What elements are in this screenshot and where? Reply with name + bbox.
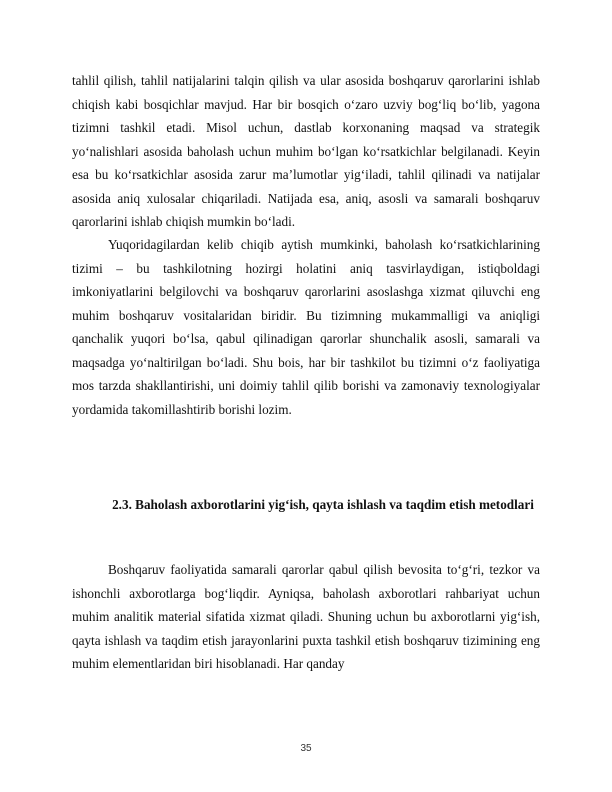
paragraph-text: Boshqaruv faoliyatida samarali qarorlar qabul qilish bevosita to‘g‘ri, tezkor va ishonchli axborotlarga bog‘liqdir. Ayniqsa, baholash axborotlari rahbariyat uchun muhim analitik material sifatida xizmat qiladi. Shuning uchun bu axborotlarni yig‘ish, qayta ishlash va taqdim etish jarayonlarini puxta tashkil etish boshqaruv tizimining eng muhim elementlaridan biri hisoblanadi. Har qanday [72,562,540,671]
section-heading: 2.3. Baholash axborotlarini yig‘ish, qayta ishlash va taqdim etish metodlari [112,497,534,512]
paragraph-text: tahlil qilish, tahlil natijalarini talqin qilish va ular asosida boshqaruv qarorlarini ishlab chiqish kabi bosqichlar mavjud. Har bir bosqich o‘zaro uzviy bog‘liq bo‘lib, yagona tizimni tashkil etadi. Misol uchun, dastlab korxonaning maqsad va strategik yo‘nalishlari asosida baholash uchun muhim bo‘lgan ko‘rsatkichlar belgilanadi. Keyin esa bu ko‘rsatkichlar asosida zarur ma’lumotlar yig‘iladi, tahlil qilinadi va natijalar asosida aniq xulosalar chiqariladi. Natijada esa, aniq, asosli va samarali boshqaruv qarorlarini ishlab chiqish mumkin bo‘ladi. [72,73,540,229]
body-paragraph-1 [72,69,540,234]
body-paragraph-2 [72,233,540,421]
paragraph-text: Yuqoridagilardan kelib chiqib aytish mumkinki, baholash ko‘rsatkichlarining tizimi – bu tashkilotning hozirgi holatini aniq tasvirlaydigan, istiqboldagi imkoniyatlarini belgilovchi va boshqaruv qarorlarini asoslashga xizmat qiluvchi eng muhim boshqaruv vositalaridan biridir. Bu tizimning mukammalligi va aniqligi qanchalik yuqori bo‘lsa, qabul qilinadigan qarorlar shunchalik asosli, samarali va maqsadga yo‘naltirilgan bo‘ladi. Shu bois, har bir tashkilot bu tizimni o‘z faoliyatiga mos tarzda shakllantirishi, uni doimiy tahlil qilib borishi va zamonaviy texnologiyalar yordamida takomillashtirib borishi lozim. [72,237,540,417]
page-number: 35 [300,743,312,754]
body-paragraph-3 [72,558,540,676]
